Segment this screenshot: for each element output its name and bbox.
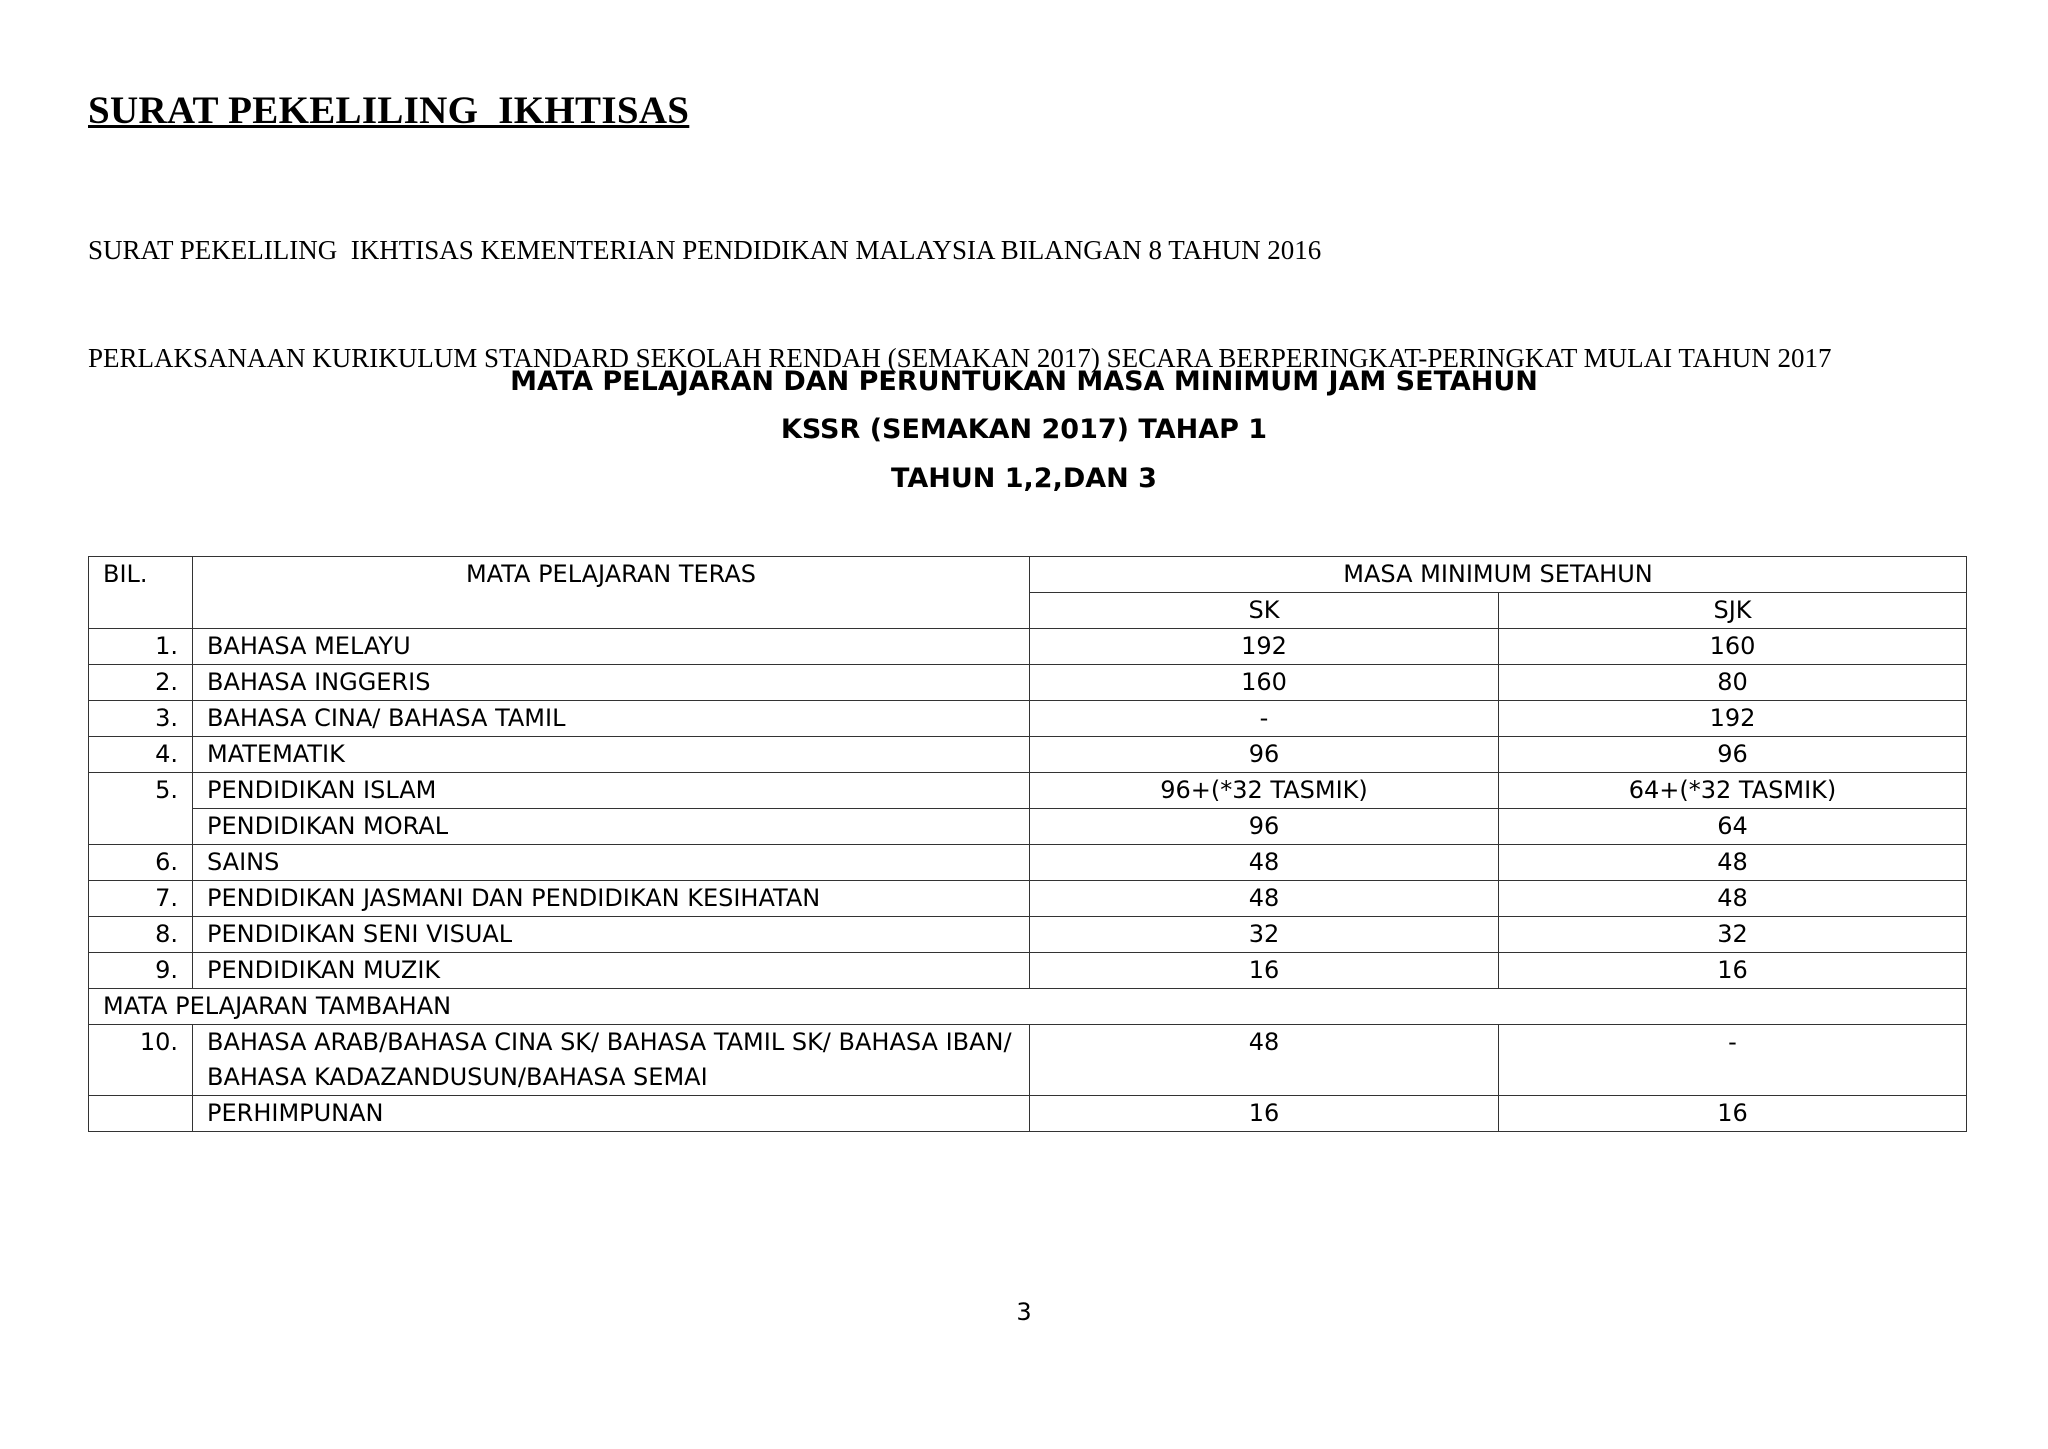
table-row xyxy=(89,701,1967,737)
row-bil: 5. xyxy=(89,773,193,845)
row-sk: 96+(*32 TASMIK) xyxy=(1030,773,1499,809)
row-subject: SAINS xyxy=(193,845,1030,881)
row-subject: BAHASA INGGERIS xyxy=(193,665,1030,701)
row-sjk: - xyxy=(1499,1025,1967,1096)
row-bil: 8. xyxy=(89,917,193,953)
header-time-group: MASA MINIMUM SETAHUN xyxy=(1030,557,1967,593)
document-title: SURAT PEKELILING IKHTISAS xyxy=(88,89,690,132)
table-heading-3: TAHUN 1,2,DAN 3 xyxy=(891,463,1157,494)
row-sk: - xyxy=(1030,701,1499,737)
row-bil: 9. xyxy=(89,953,193,989)
row-subject: PENDIDIKAN JASMANI DAN PENDIDIKAN KESIHATAN xyxy=(193,881,1030,917)
row-sjk: 48 xyxy=(1499,881,1967,917)
row-sjk: 160 xyxy=(1499,629,1967,665)
table-row xyxy=(89,665,1967,701)
row-sjk: 32 xyxy=(1499,917,1967,953)
table-heading-1: MATA PELAJARAN DAN PERUNTUKAN MASA MINIMUM JAM SETAHUN xyxy=(510,366,1538,397)
row-sk: 32 xyxy=(1030,917,1499,953)
row-bil xyxy=(89,1096,193,1132)
row-sjk: 16 xyxy=(1499,953,1967,989)
header-subject: MATA PELAJARAN TERAS xyxy=(193,557,1030,629)
row-sk: 16 xyxy=(1030,1096,1499,1132)
header-sjk: SJK xyxy=(1499,593,1967,629)
row-bil: 6. xyxy=(89,845,193,881)
table-header-row xyxy=(89,557,1967,593)
row-bil: 4. xyxy=(89,737,193,773)
subject-time-table xyxy=(88,556,1967,1132)
row-sjk: 80 xyxy=(1499,665,1967,701)
circular-reference xyxy=(88,160,1968,448)
row-sk: 48 xyxy=(1030,881,1499,917)
row-subject: PERHIMPUNAN xyxy=(193,1096,1030,1132)
table-heading-2: KSSR (SEMAKAN 2017) TAHAP 1 xyxy=(780,414,1268,445)
row-sk: 96 xyxy=(1030,737,1499,773)
row-sk: 48 xyxy=(1030,845,1499,881)
section-label: MATA PELAJARAN TAMBAHAN xyxy=(89,989,1967,1025)
row-sk: 160 xyxy=(1030,665,1499,701)
row-subject: MATEMATIK xyxy=(193,737,1030,773)
reference-line-2: PERLAKSANAAN KURIKULUM STANDARD SEKOLAH RENDAH (SEMAKAN 2017) SECARA BERPERINGKAT-PERINGKAT MULAI TAHUN 2017 xyxy=(88,343,1832,373)
row-subject: PENDIDIKAN SENI VISUAL xyxy=(193,917,1030,953)
row-sk: 48 xyxy=(1030,1025,1499,1096)
row-bil: 7. xyxy=(89,881,193,917)
row-subject: BAHASA CINA/ BAHASA TAMIL xyxy=(193,701,1030,737)
table-row xyxy=(89,845,1967,881)
row-sk: 192 xyxy=(1030,629,1499,665)
table-row xyxy=(89,809,1967,845)
row-bil: 1. xyxy=(89,629,193,665)
reference-line-1: SURAT PEKELILING IKHTISAS KEMENTERIAN PENDIDIKAN MALAYSIA BILANGAN 8 TAHUN 2016 xyxy=(88,235,1322,265)
table-row xyxy=(89,917,1967,953)
row-subject: BAHASA MELAYU xyxy=(193,629,1030,665)
page-number: 3 xyxy=(1016,1298,1032,1326)
row-sjk: 64+(*32 TASMIK) xyxy=(1499,773,1967,809)
row-bil: 2. xyxy=(89,665,193,701)
row-sjk: 192 xyxy=(1499,701,1967,737)
row-sjk: 16 xyxy=(1499,1096,1967,1132)
row-sk: 96 xyxy=(1030,809,1499,845)
row-subject: PENDIDIKAN MORAL xyxy=(193,809,1030,845)
table-row xyxy=(89,737,1967,773)
table-row xyxy=(89,953,1967,989)
row-sk: 16 xyxy=(1030,953,1499,989)
row-subject: PENDIDIKAN ISLAM xyxy=(193,773,1030,809)
row-sjk: 64 xyxy=(1499,809,1967,845)
row-subject: PENDIDIKAN MUZIK xyxy=(193,953,1030,989)
header-bil: BIL. xyxy=(89,557,193,629)
table-row xyxy=(89,881,1967,917)
table-row xyxy=(89,773,1967,809)
table-row xyxy=(89,1025,1967,1096)
section-row xyxy=(89,989,1967,1025)
row-bil: 10. xyxy=(89,1025,193,1096)
table-row xyxy=(89,1096,1967,1132)
header-sk: SK xyxy=(1030,593,1499,629)
row-sjk: 48 xyxy=(1499,845,1967,881)
table-row xyxy=(89,629,1967,665)
row-bil: 3. xyxy=(89,701,193,737)
row-subject: BAHASA ARAB/BAHASA CINA SK/ BAHASA TAMIL SK/ BAHASA IBAN/ BAHASA KADAZANDUSUN/BAHASA SEMAI xyxy=(193,1025,1030,1096)
row-sjk: 96 xyxy=(1499,737,1967,773)
